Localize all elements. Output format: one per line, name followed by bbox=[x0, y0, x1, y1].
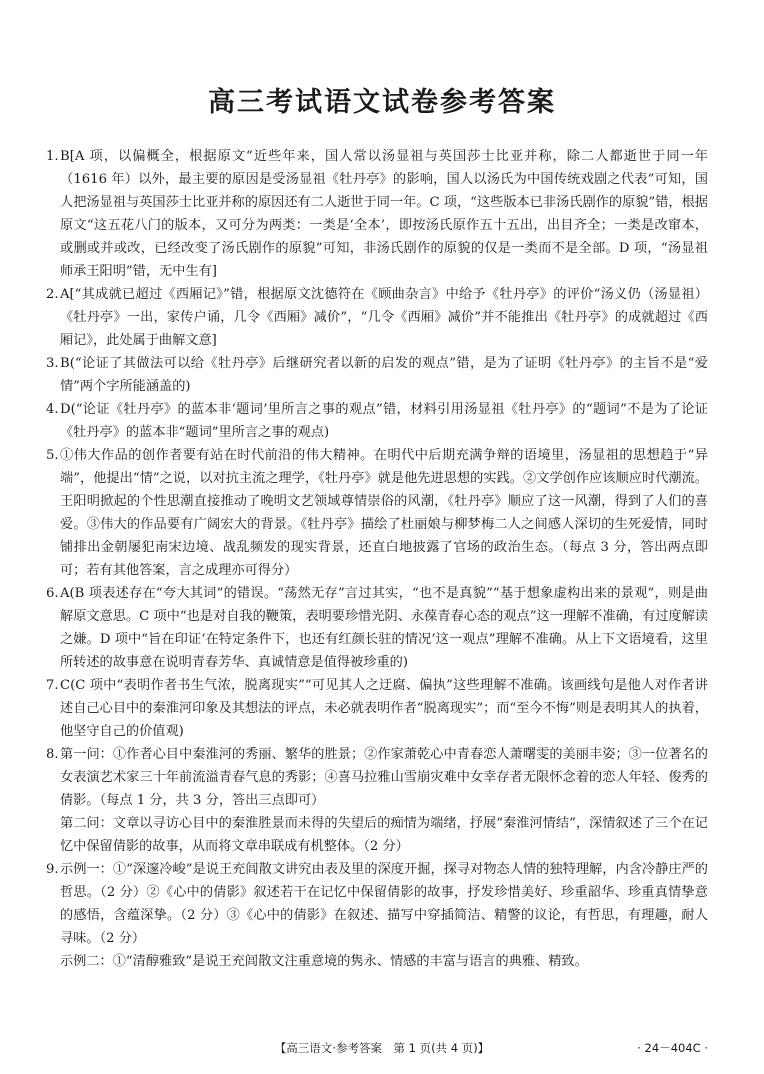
item-number: 8. bbox=[46, 747, 59, 762]
item-number: 4. bbox=[46, 402, 59, 417]
page-title: 高三考试语文试卷参考答案 bbox=[208, 87, 556, 118]
item-number: 9. bbox=[46, 862, 59, 877]
item-number: 6. bbox=[46, 586, 59, 601]
item-text: B(“论证了其做法可以给《牡丹亭》后继研究者以新的启发的观点”错，是为了证明《牡丹亭》的主旨不是“爱情”两个字所能涵盖的) bbox=[60, 356, 708, 394]
answer-item-5 bbox=[46, 444, 708, 582]
item-text: A(B 项表述存在“夸大其词”的错误。“荡然无存”言过其实，“也不是真貌”“基于想象虚构出来的景观”，则是曲解原文意思。C 项中“也是对自我的鞭策，表明要珍惜光阴、永葆青春心态的观点”这一理解不准确，有过度解读之嫌。D 项中“旨在印证‘在特定条件下，也还有红颜长驻的情况’这一观点”理解不准确。从上下文语境看，这里所转述的故事意在说明青春芳华、真诚情意是值得被珍重的) bbox=[60, 586, 708, 670]
footer-code: · 24－404C · bbox=[637, 1041, 708, 1055]
item-text: ①伟大作品的创作者要有站在时代前沿的伟大精神。在明代中后期充满争辩的语境里，汤显祖的思想趋于“异端”，他提出“情”之说，以对抗主流之理学，《牡丹亭》就是他先进思想的实践。②文学创作应该顺应时代潮流。王阳明掀起的个性思潮直接推动了晚明文艺领域尊情崇俗的风潮，《牡丹亭》顺应了这一风潮，得到了人们的喜爱。③伟大的作品要有广阔宏大的背景。《牡丹亭》描绘了杜丽娘与柳梦梅二人之间感人深切的生死爱情，同时铺排出金朝屡犯南宋边境、战乱频发的现实背景，还直白地披露了官场的政治生态。（每点 3 分，答出两点即可；若有其他答案，言之成理亦可得分） bbox=[60, 448, 708, 578]
item-number: 3. bbox=[46, 356, 59, 371]
answer-item-7 bbox=[46, 674, 708, 743]
answer-list bbox=[46, 145, 708, 973]
item-text: B[A 项，以偏概全，根据原文“近些年来，国人常以汤显祖与英国莎士比亚并称，除二人都逝世于同一年（1616 年）以外，最主要的原因是受汤显祖《牡丹亭》的影响，国人以汤氏为中国传统戏剧之代表”可知，国人把汤显祖与英国莎士比亚并称的原因还有二人逝世于同一年。C 项，“这些版本已非汤氏剧作的原貌”错，根据原文“这五花八门的版本，又可分为两类：一类是‘全本’，即按汤氏原作五十五出，出目齐全；一类是改窜本，或删或并或改，已经改变了汤氏剧作的原貌”可知，非汤氏剧作的原貌的仅是一类而不是全部。D 项，“汤显祖师承王阳明”错，无中生有] bbox=[60, 149, 708, 279]
item-number: 2. bbox=[46, 287, 59, 302]
item-text: D(“论证《牡丹亭》的蓝本非‘题词’里所言之事的观点”错，材料引用汤显祖《牡丹亭》的“题词”不是为了论证《牡丹亭》的蓝本非“题词”里所言之事的观点) bbox=[60, 402, 708, 440]
item-text-second-question: 第二问：文章以寻访心目中的秦淮胜景而未得的失望后的痴情为端绪，抒展“秦淮河情结”，深情叙述了三个在记忆中保留倩影的故事，从而将文章串联成有机整体。（2 分） bbox=[60, 816, 708, 854]
footer-page-info: 【高三语文·参考答案 第 1 页(共 4 页)】 bbox=[274, 1041, 490, 1055]
item-number: 1. bbox=[46, 149, 59, 164]
item-text-example-two: 示例二：①“清醇雅致”是说王充闾散文注重意境的隽永、情感的丰富与语言的典雅、精致。 bbox=[60, 954, 588, 969]
answer-item-6 bbox=[46, 582, 708, 674]
answer-item-8 bbox=[46, 743, 708, 858]
answer-item-3 bbox=[46, 352, 708, 398]
item-number: 7. bbox=[46, 678, 59, 693]
page-footer bbox=[0, 1040, 764, 1060]
answer-item-9 bbox=[46, 858, 708, 973]
answer-item-2 bbox=[46, 283, 708, 352]
item-text-example-one: 示例一：①“深邃冷峻”是说王充闾散文讲究由表及里的深度开掘，探寻对物态人情的独特理解，内含冷静庄严的哲思。（2 分）②《心中的倩影》叙述若干在记忆中保留倩影的故事，抒发珍惜美好、珍重韶华、珍重真情挚意的感悟，含蕴深挚。（2 分）③《心中的倩影》在叙述、描写中穿插简洁、精警的议论，有哲思，有理趣，耐人寻味。（2 分） bbox=[60, 862, 708, 946]
item-text: C(C 项中“表明作者书生气浓，脱离现实”“可见其人之迂腐、偏执”这些理解不准确。该画线句是他人对作者讲述自己心目中的秦淮河印象及其想法的评点，未必就表明作者“脱离现实”；而“至今不悔”则是表明其人的执着，他坚守自己的价值观) bbox=[60, 678, 708, 739]
item-text: 第一问：①作者心目中秦淮河的秀丽、繁华的胜景；②作家萧乾心中青春恋人萧曙雯的美丽丰姿；③一位著名的女表演艺术家三十年前流溢青春气息的秀影；④喜马拉雅山雪崩灾难中女幸存者无限怀念着的恋人年轻、俊秀的倩影。（每点 1 分，共 3 分，答出三点即可） bbox=[60, 747, 708, 808]
answer-item-4 bbox=[46, 398, 708, 444]
answer-item-1 bbox=[46, 145, 708, 283]
item-text: A[“其成就已超过《西厢记》”错，根据原文沈德符在《顾曲杂言》中给予《牡丹亭》的评价“汤义仍（汤显祖）《牡丹亭》一出，家传户诵，几令《西厢》减价”，“几令《西厢》减价”并不能推出《牡丹亭》的成就超过《西厢记》，此处属于曲解文意] bbox=[60, 287, 708, 348]
item-number: 5. bbox=[46, 448, 59, 463]
